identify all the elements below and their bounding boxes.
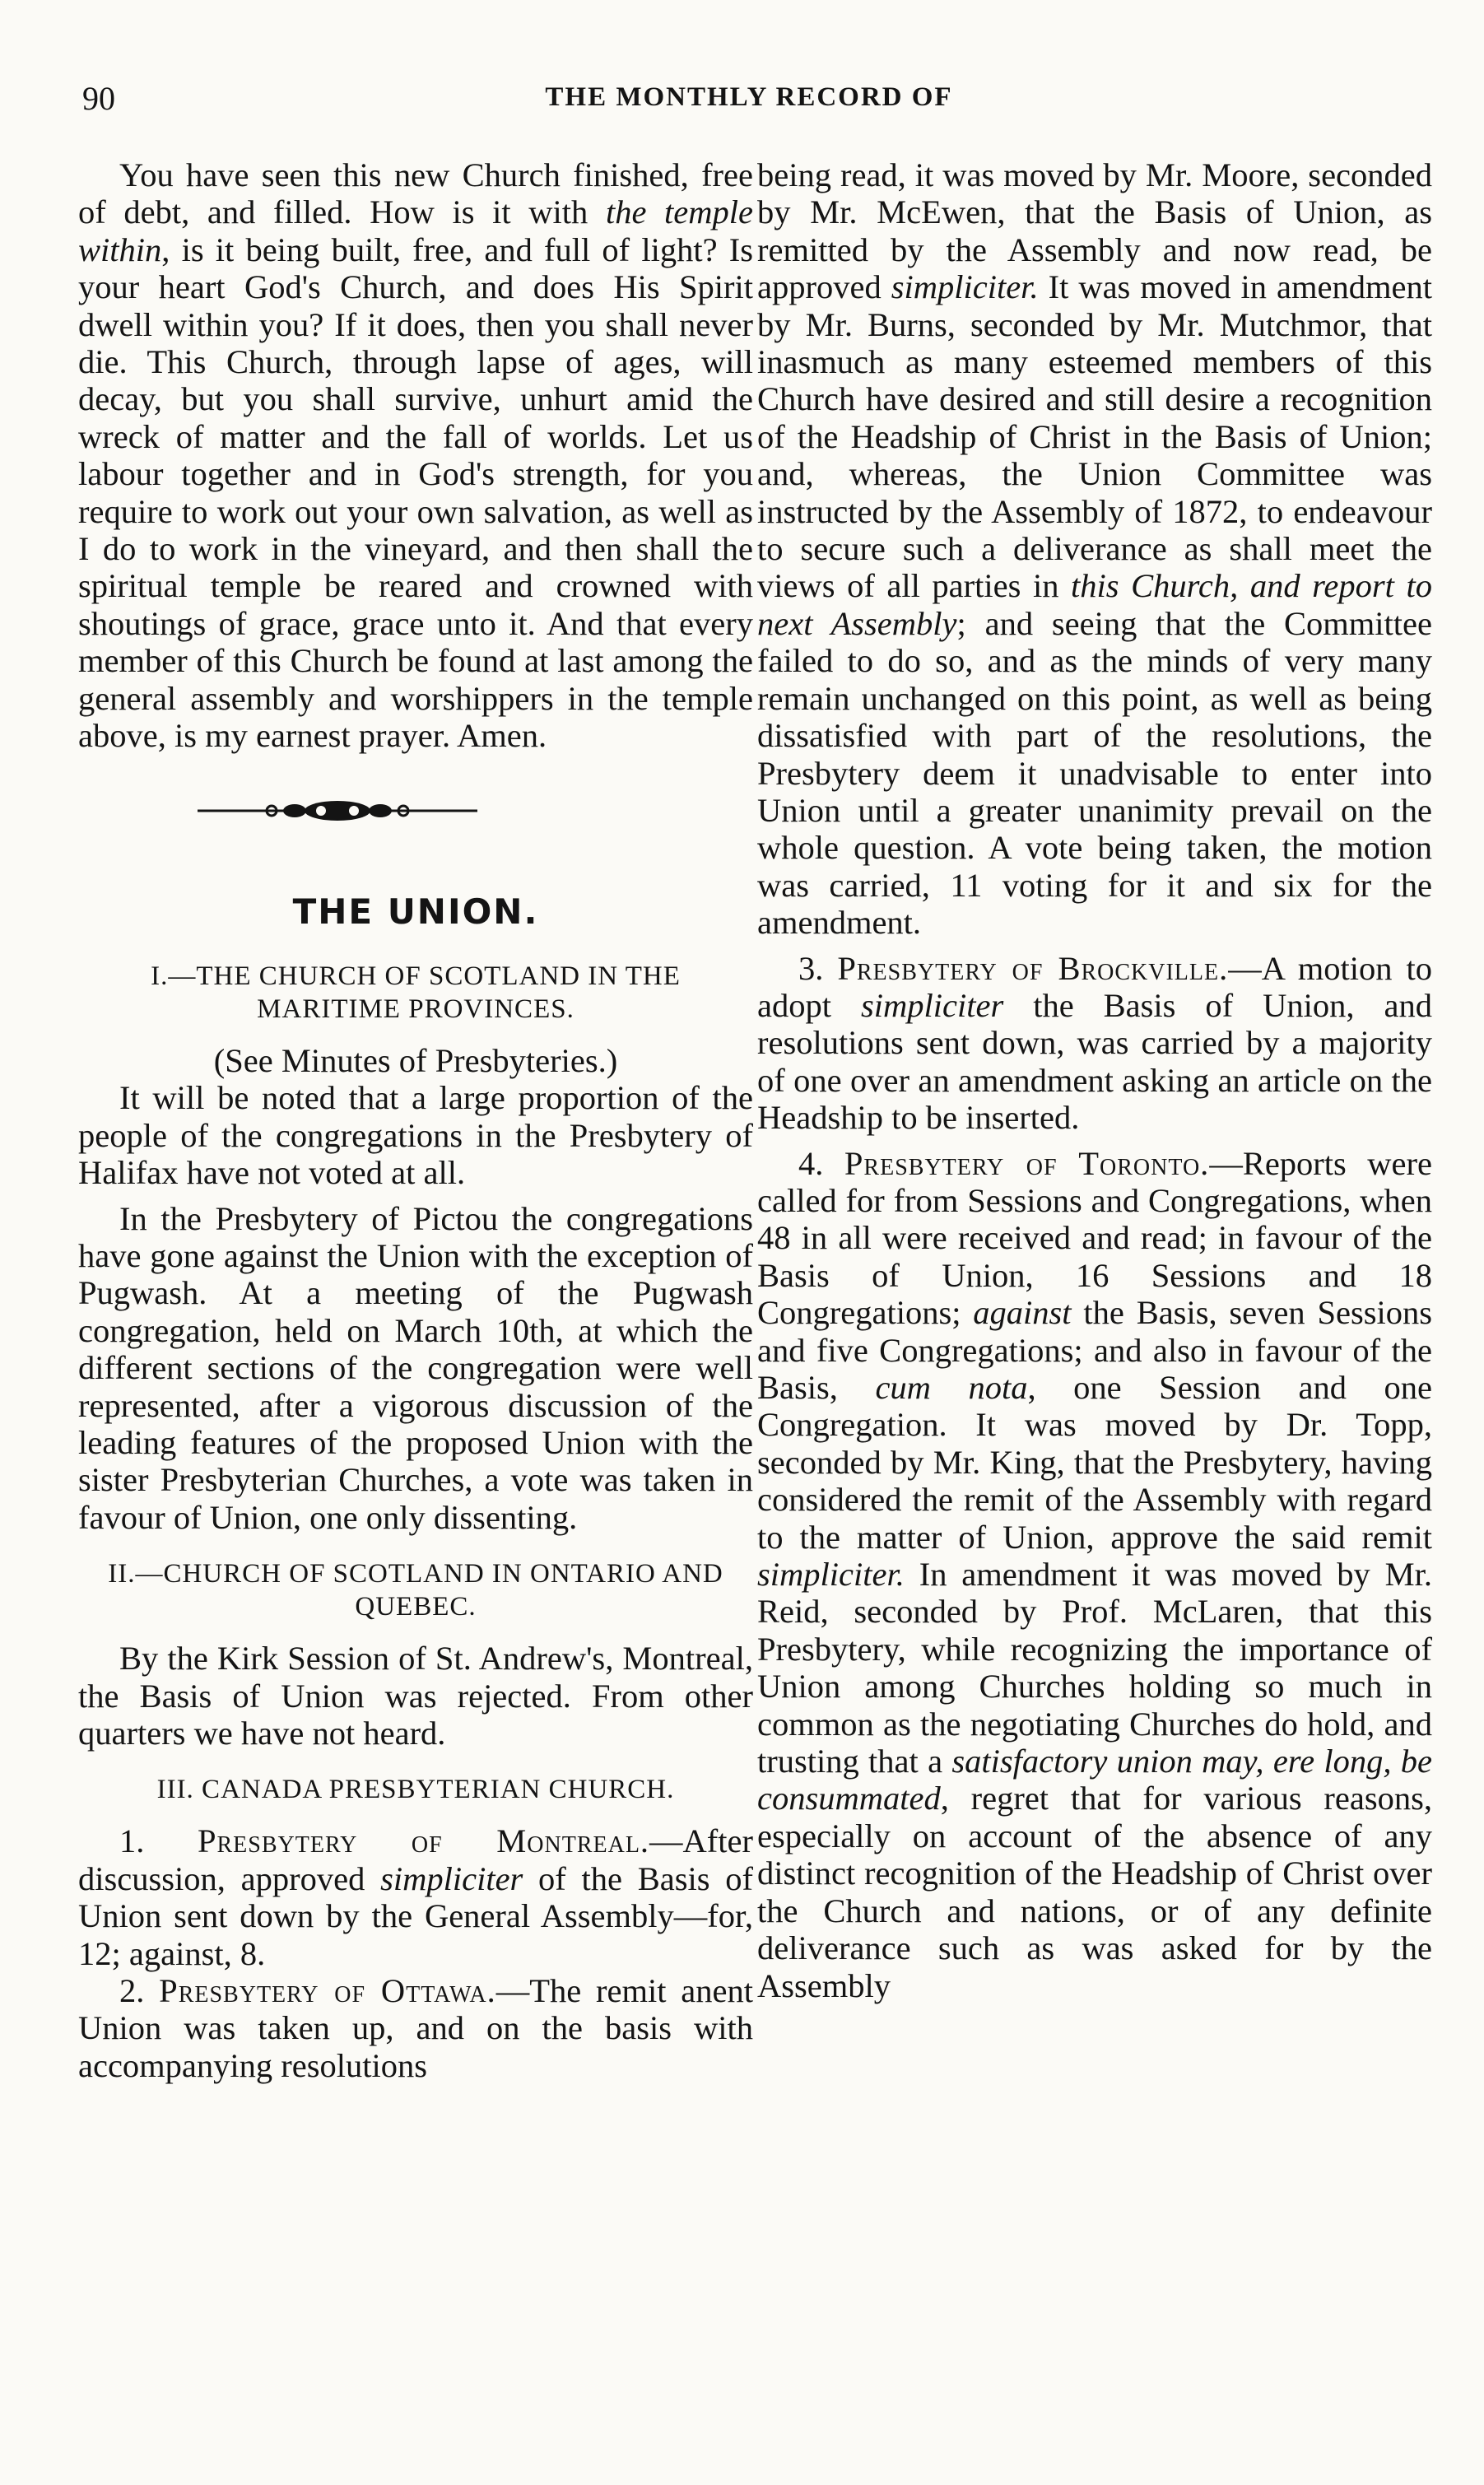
toronto-paragraph: 4. Presbytery of Toronto.—Reports were called for from Sessions and Congregations, when 48 in all were received and read; in favour of the Basis of Union, 16 Sessions and 18 Congregations; against the Basis, seven Sessions and five Congregations; and also in favour of the Basis, cum nota, one Session and one Congregation. It was moved by Dr. Topp, seconded by Mr. King, that the Presbytery, having considered the remit of the Assembly with regard to the matter of Union, approve the said remit simpliciter. In amendment it was moved by Mr. Reid, seconded by Prof. McLaren, that this Presbytery, while recognizing the importance of Union among Churches holding so much in common as the negotiating Churches do hold, and trusting that a satisfactory union may, ere long, be consummated, regret that for various reasons, especially on account of the absence of any distinct recognition of the Headship of Christ over the Church and nations, or of any definite deliverance such as was asked for by the Assembly bbox=[757, 1144, 1433, 2004]
article-title: THE UNION. bbox=[292, 891, 539, 932]
left-column bbox=[78, 156, 753, 2084]
section-heading-maritime: I.—THE CHURCH OF SCOTLAND IN THE MARITIME PROVINCES. bbox=[151, 961, 681, 1024]
page-header bbox=[82, 79, 1416, 120]
ornamental-divider bbox=[78, 755, 753, 878]
section-note: (See Minutes of Presbyteries.) bbox=[213, 1041, 618, 1079]
pictou-paragraph: In the Presbytery of Pictou the congregations have gone against the Union with the exception of Pugwash. At a meeting of the Pugwash congregation, held on March 10th, at which the different sections of the congregation were well represented, after a vigorous discussion of the leading features of the proposed Union with the sister Presbyterian Churches, a vote was taken in favour of Union, one only dissenting. bbox=[78, 1199, 753, 1536]
sermon-closing-paragraph: You have seen this new Church finished, free of debt, and filled. How is it with the temple within, is it being built, free, and full of light? Is your heart God's Church, and does His Spirit dwell within you? If it does, then you shall never die. This Church, through lapse of ages, will decay, but you shall survive, unhurt amid the wreck of matter and the fall of worlds. Let us labour together and in God's strength, for you require to work out your own salvation, as well as I do to work in the vineyard, and then shall the spiritual temple be reared and crowned with shoutings of grace, grace unto it. And that every member of this Church be found at last among the general assembly and worshippers in the temple above, is my earnest prayer. Amen. bbox=[78, 156, 753, 755]
ottawa-paragraph-continued: being read, it was moved by Mr. Moore, seconded by Mr. McEwen, that the Basis of Union, as remitted by the Assembly and now read, be approved simpliciter. It was moved in amendment by Mr. Burns, seconded by Mr. Mutchmor, that inasmuch as many esteemed members of this Church have desired and still desire a recognition of the Headship of Christ in the Basis of Union; and, whereas, the Union Committee was instructed by the Assembly of 1872, to endeavour to secure such a deliverance as shall meet the views of all parties in this Church, and report to next Assembly; and seeing that the Committee failed to do so, and as the minds of very many remain unchanged on this point, as well as being dissatisfied with part of the resolutions, the Presbytery deem it unadvisable to enter into Union until a greater unanimity prevail on the whole question. A vote being taken, the motion was carried, 11 voting for it and six for the amendment. bbox=[757, 156, 1432, 942]
kirk-session-paragraph: By the Kirk Session of St. Andrew's, Montreal, the Basis of Union was rejected. From other quarters we have not heard. bbox=[78, 1640, 753, 1752]
halifax-paragraph: It will be noted that a large proportion of the people of the congregations in the Presbytery of Halifax have not voted at all. bbox=[78, 1079, 753, 1192]
brockville-paragraph: 3. Presbytery of Brockville.—A motion to adopt simpliciter the Basis of Union, and resolutions sent down, was carried by a majority of one over an amendment asking an article on the Headship to be inserted. bbox=[757, 949, 1432, 1137]
section-heading-canada-presbyterian: III. CANADA PRESBYTERIAN CHURCH. bbox=[156, 1775, 675, 1805]
page-number: 90 bbox=[82, 80, 115, 117]
scroll-ornament-icon bbox=[198, 794, 477, 827]
montreal-paragraph: 1. Presbytery of Montreal.—After discussion, approved simpliciter of the Basis of Union sent down by the General Assembly—for, 12; against, 8. bbox=[78, 1822, 754, 1972]
ottawa-paragraph: 2. Presbytery of Ottawa.—The remit anent Union was taken up, and on the basis with accompanying resolutions bbox=[78, 1972, 753, 2084]
section-heading-ontario-quebec: II.—CHURCH OF SCOTLAND IN ONTARIO AND QUEBEC. bbox=[108, 1559, 723, 1622]
running-title: THE MONTHLY RECORD OF bbox=[545, 82, 953, 112]
right-column bbox=[757, 156, 1432, 2004]
